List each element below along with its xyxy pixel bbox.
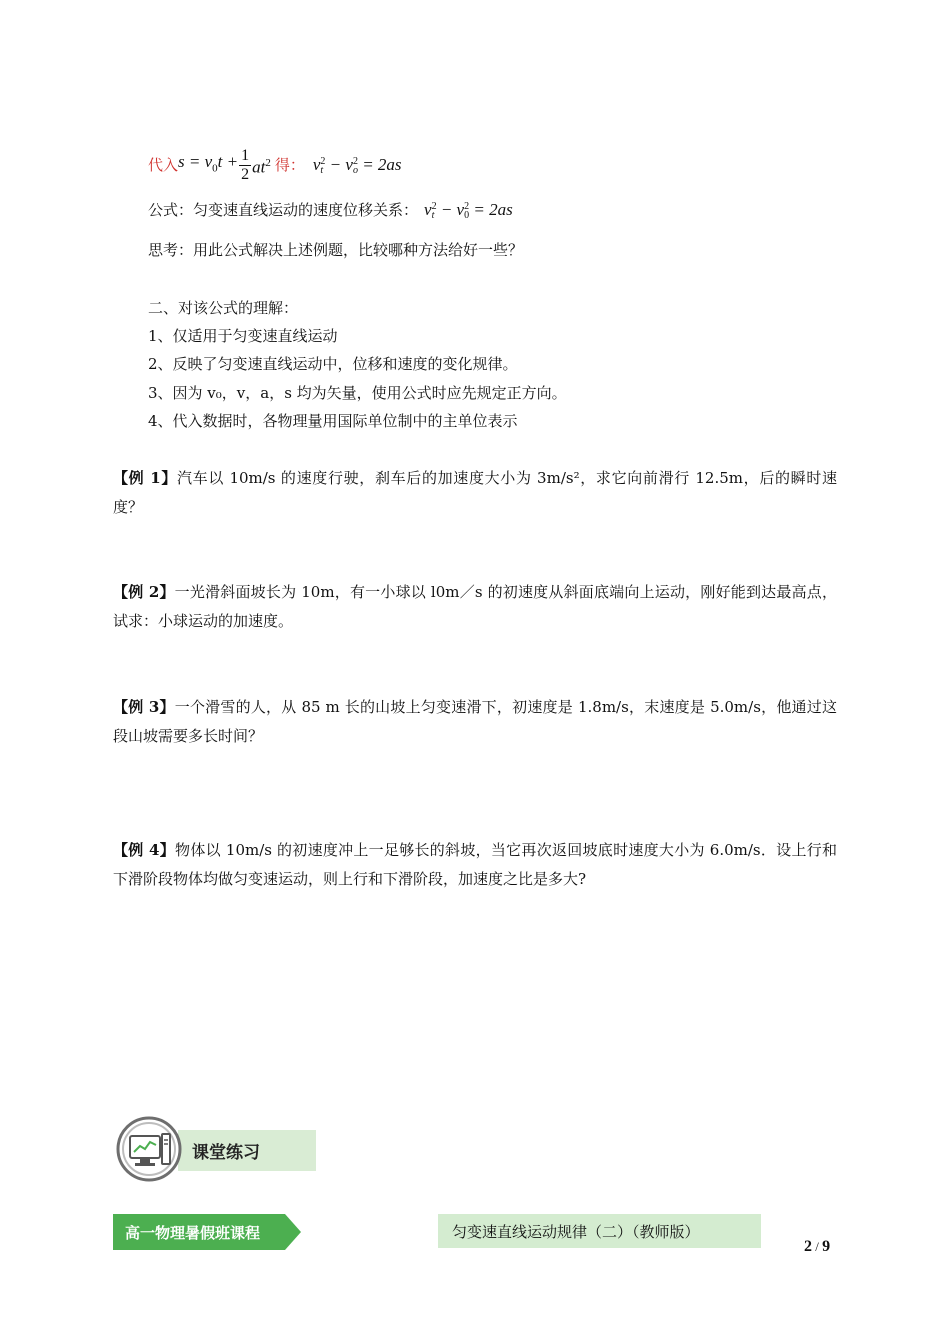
formula-equation: v 2 t − v 2 0 = 2as — [424, 200, 513, 222]
footer-chapter-tag — [438, 1214, 761, 1248]
eq2-rhs: = 2as — [362, 154, 402, 174]
velocity-displacement-equation: v 2 t − v 2 o = 2as — [312, 154, 402, 177]
example-text: 一光滑斜面坡长为 10m，有一小球以 l0m／s 的初速度从斜面底端向上运动，刚好能到达最高点，试求：小球运动的加速度。 — [113, 583, 837, 630]
formula-label: 公式：匀变速直线运动的速度位移关系： — [148, 201, 419, 220]
substitution-formula-line — [148, 142, 402, 188]
total-pages: 9 — [822, 1238, 831, 1255]
one-half-fraction — [239, 147, 251, 184]
fraction-denominator: 2 — [241, 165, 250, 183]
eq2-v: v — [312, 154, 321, 174]
understanding-item: 4、代入数据时，各物理量用国际单位制中的主单位表示 — [148, 412, 518, 430]
displacement-equation: $s = v_0t$ + — [178, 151, 239, 175]
example-tag: 【例 2】 — [113, 583, 175, 601]
understanding-title: 二、对该公式的理解： — [148, 299, 299, 317]
page-number: 2 / 9 — [804, 1238, 831, 1255]
example-tag: 【例 3】 — [113, 698, 175, 716]
example-4 — [113, 836, 837, 894]
think-question: 思考：用此公式解决上述例题，比较哪种方法给好一些？ — [148, 241, 524, 259]
example-1 — [113, 464, 837, 522]
section-heading-text: 课堂练习 — [192, 1143, 260, 1163]
example-tag: 【例 1】 — [113, 469, 177, 487]
eq1-tail-text: at — [252, 157, 266, 177]
formula-statement — [148, 200, 513, 220]
current-page: 2 — [804, 1238, 812, 1255]
understanding-item: 2、反映了匀变速直线运动中，位移和速度的变化规律。 — [148, 355, 518, 373]
fraction-numerator: 1 — [241, 146, 250, 164]
example-2 — [113, 578, 837, 636]
computer-icon — [116, 1116, 182, 1182]
footer-chapter-title: 匀变速直线运动规律（二）（教师版） — [452, 1223, 700, 1241]
substitution-result-label: 得： — [274, 156, 305, 174]
eq1-rest: t + — [217, 151, 239, 171]
example-3 — [113, 693, 837, 751]
understanding-item: 3、因为 v₀，v，a，s 均为矢量，使用公式时应先规定正方向。 — [148, 384, 567, 402]
eq1-lhs: s = v — [178, 151, 213, 171]
example-tag: 【例 4】 — [113, 841, 176, 859]
understanding-item: 1、仅适用于匀变速直线运动 — [148, 327, 338, 345]
eq1-tail: $at^2$ — [252, 156, 271, 177]
footer-course-tag — [113, 1214, 301, 1250]
footer-course-title: 高一物理暑假班课程 — [125, 1224, 261, 1242]
example-text: 物体以 10m/s 的初速度冲上一足够长的斜坡，当它再次返回坡底时速度大小为 6.0m/s．设上行和下滑阶段物体均做匀变速运动，则上行和下滑阶段，加速度之比是多大? — [113, 841, 837, 888]
substitution-prefix: 代入 — [148, 156, 179, 174]
example-text: 汽车以 10m/s 的速度行驶，刹车后的加速度大小为 3m/s²，求它向前滑行 12.5m，后的瞬时速度？ — [113, 469, 837, 516]
example-text: 一个滑雪的人，从 85 m 长的山坡上匀变速滑下，初速度是 1.8m/s，末速度是 5.0m/s，他通过这段山坡需要多长时间？ — [113, 698, 837, 745]
